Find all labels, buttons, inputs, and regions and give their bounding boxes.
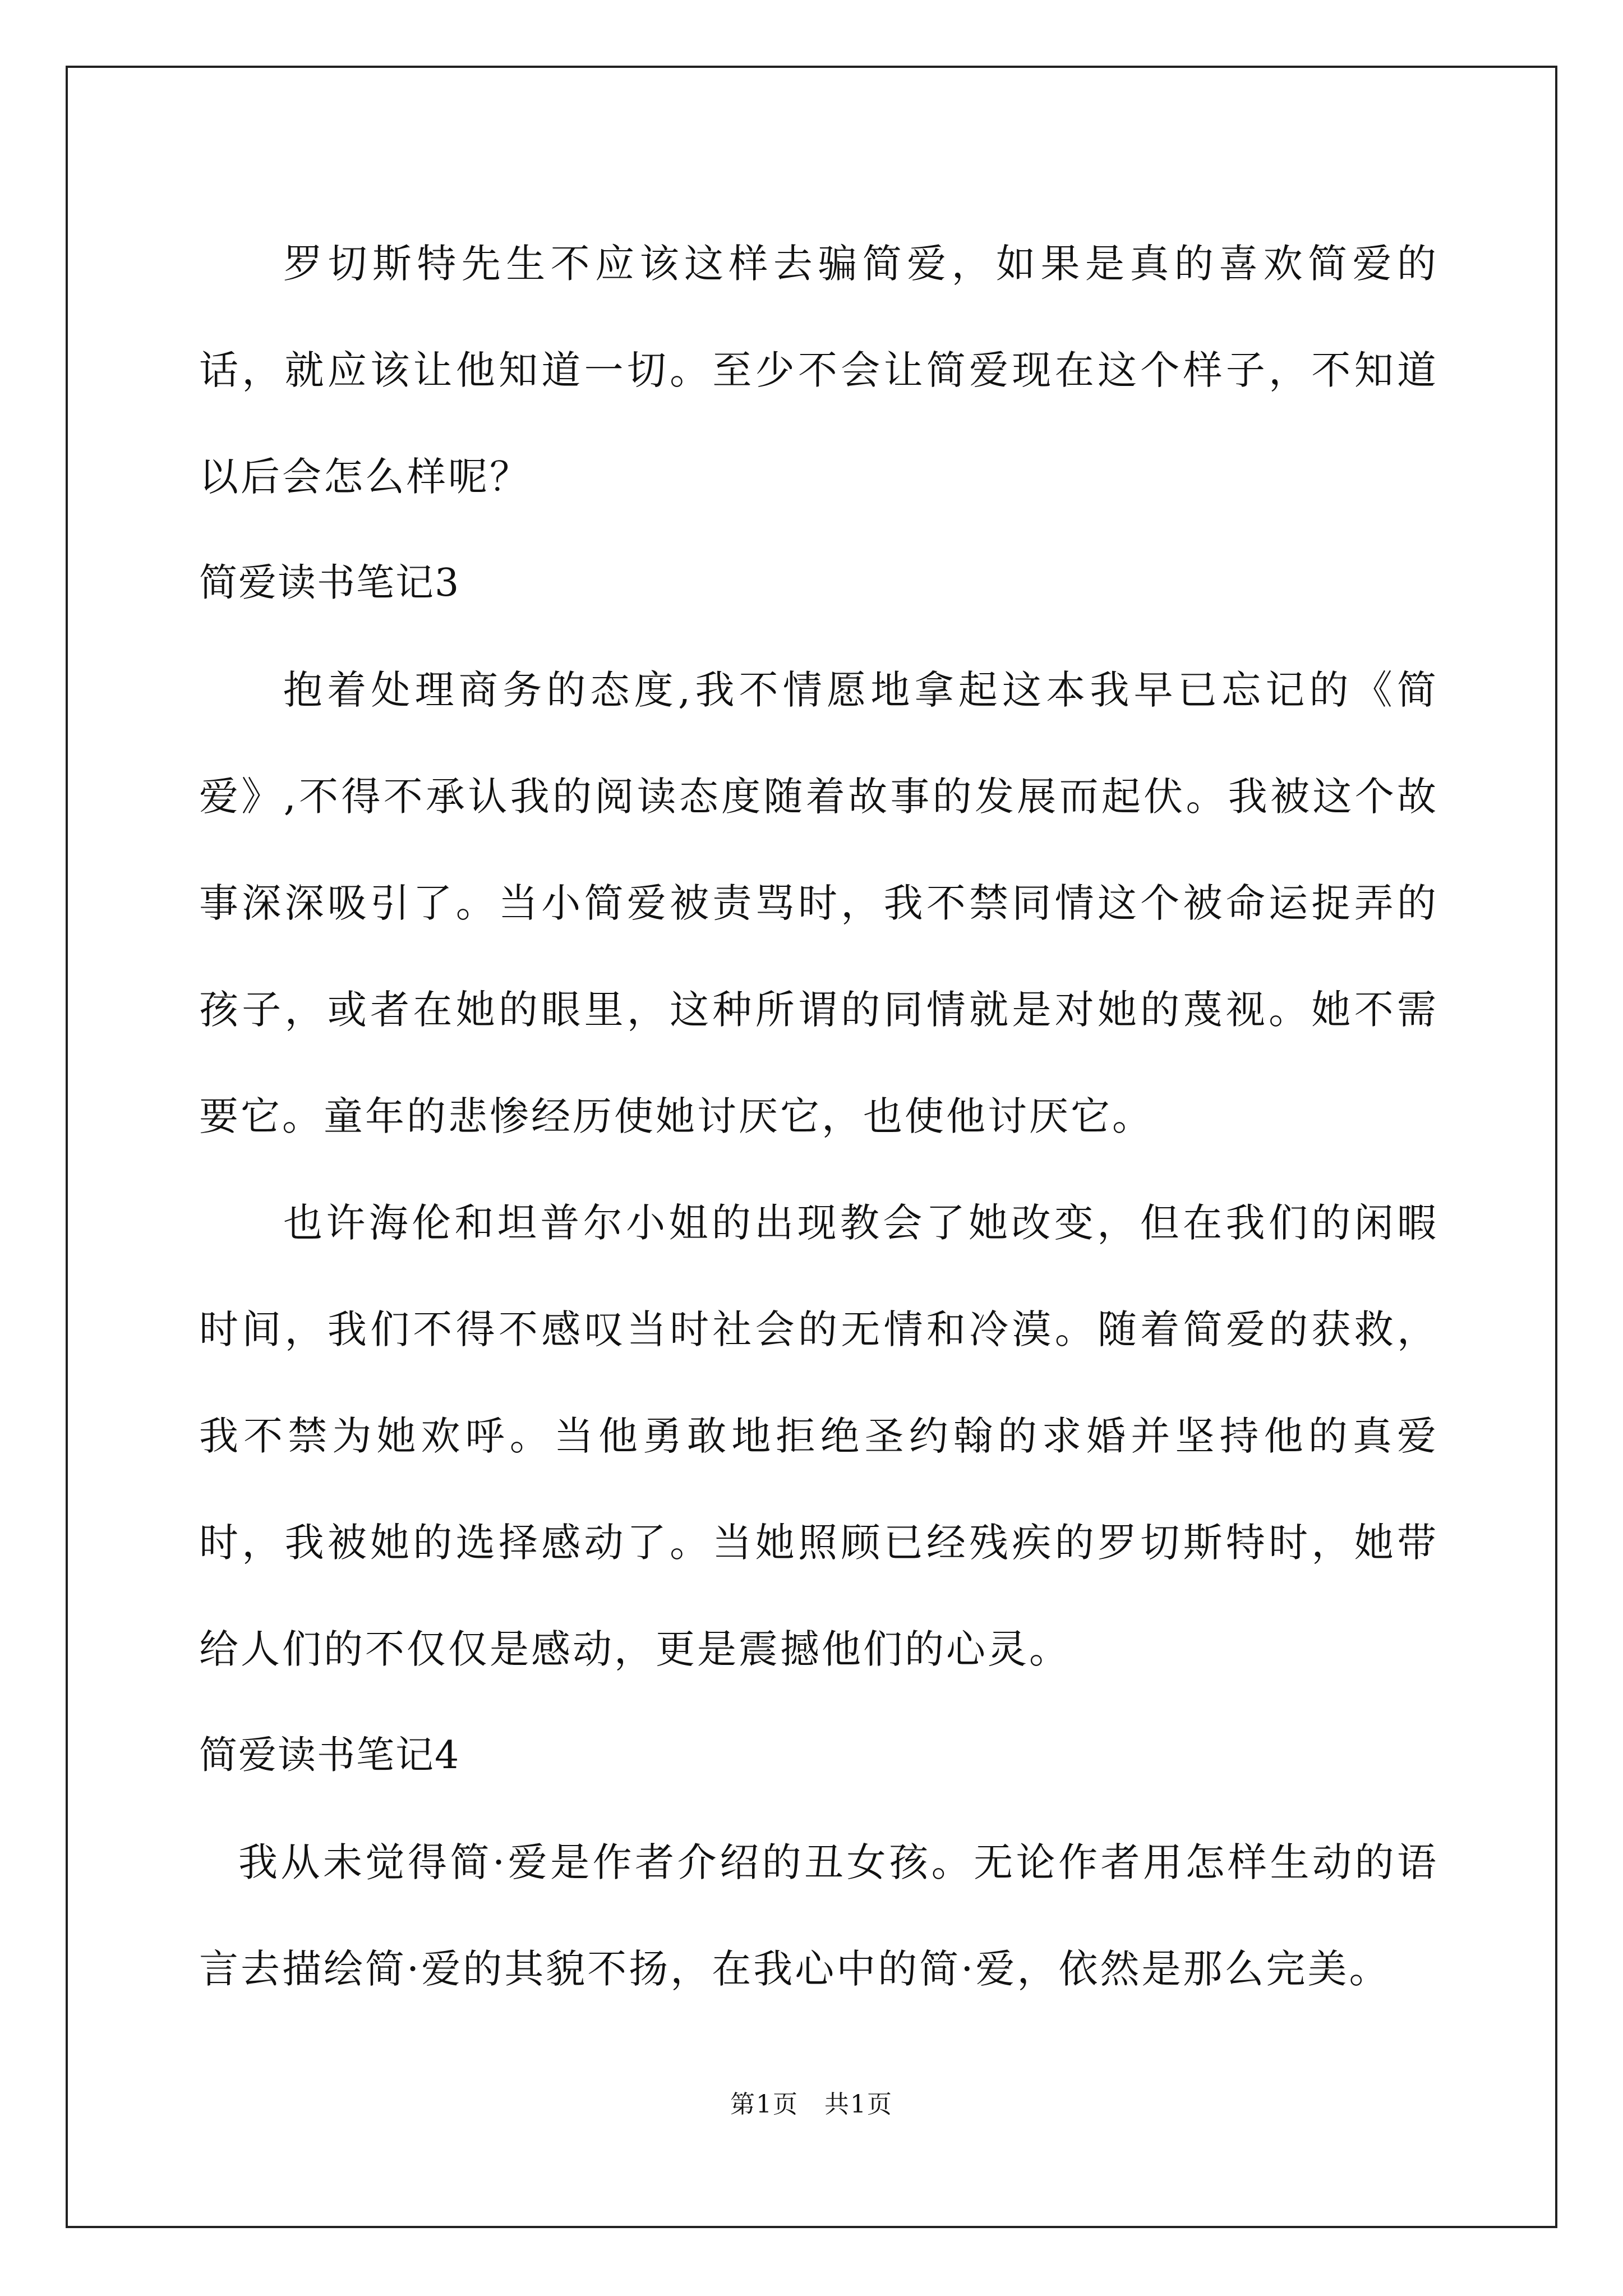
document-body [199, 210, 1438, 2022]
paragraph-attitude: 抱着处理商务的态度,我不情愿地拿起这本我早已忘记的《简爱》,不得不承认我的阅读态度随着故事的发展而起伏。我被这个故事深深吸引了。当小简爱被责骂时，我不禁同情这个被命运捉弄的孩子，或者在她的眼里，这种所谓的同情就是对她的蔑视。她不需要它。童年的悲惨经历使她讨厌它，也使他讨厌它。 [199, 667, 1438, 1139]
page-footer: 第1页 共1页 [730, 2090, 893, 2119]
paragraph-never-felt: 我从未觉得简·爱是作者介绍的丑女孩。无论作者用怎样生动的语言去描绘简·爱的其貌不扬，在我心中的简·爱，依然是那么完美。 [199, 1839, 1438, 1992]
paragraph-helen: 也许海伦和坦普尔小姐的出现教会了她改变，但在我们的闲暇时间，我们不得不感叹当时社会的无情和冷漠。随着简爱的获救，我不禁为她欢呼。当他勇敢地拒绝圣约翰的求婚并坚持他的真爱时，我被她的选择感动了。当她照顾已经残疾的罗切斯特时，她带给人们的不仅仅是感动，更是震撼他们的心灵。 [199, 1200, 1438, 1672]
section-heading-4: 简爱读书笔记4 [199, 1733, 460, 1778]
section-heading-3: 简爱读书笔记3 [199, 561, 460, 605]
paragraph-rochester: 罗切斯特先生不应该这样去骗简爱，如果是真的喜欢简爱的话，就应该让他知道一切。至少不会让简爱现在这个样子，不知道以后会怎么样呢？ [199, 241, 1438, 500]
